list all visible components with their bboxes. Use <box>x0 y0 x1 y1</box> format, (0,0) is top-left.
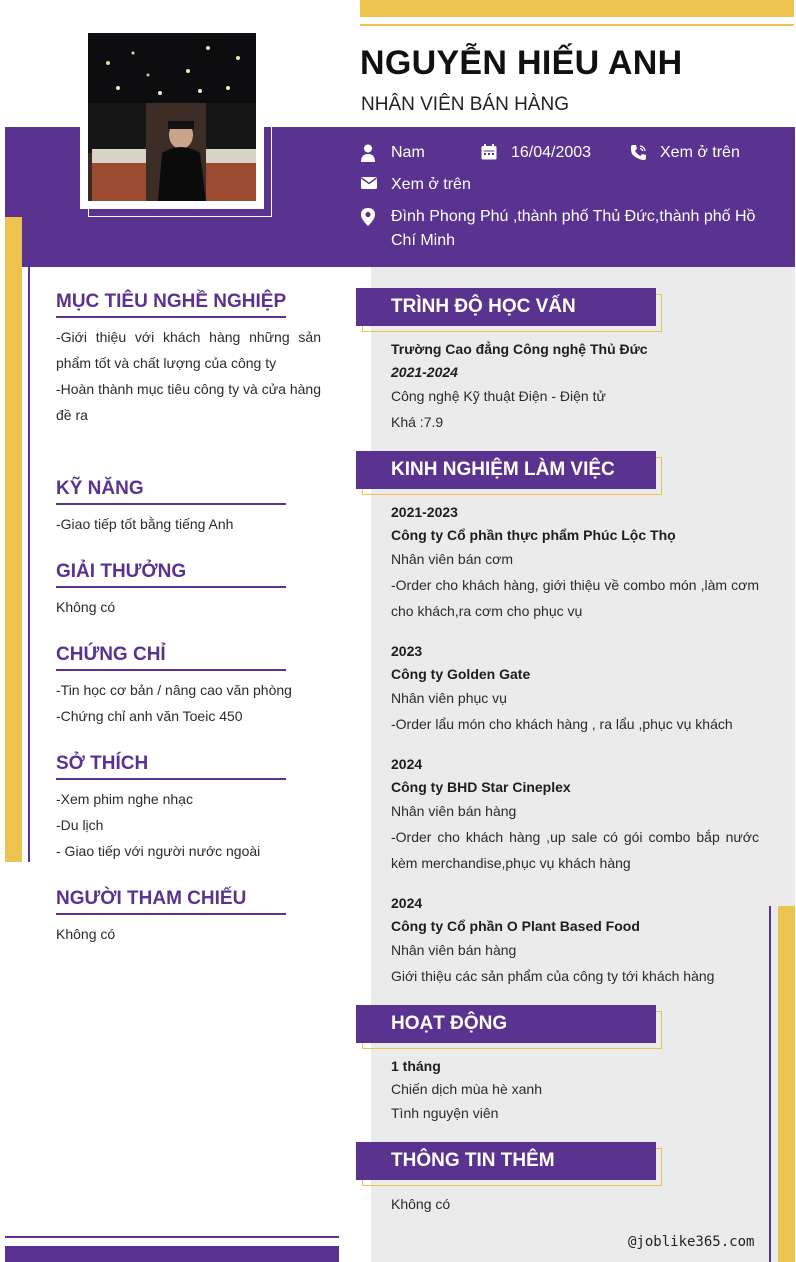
experience-company: Công ty Cổ phần O Plant Based Food <box>391 918 640 934</box>
certificate-line: -Chứng chỉ anh văn Toeic 450 <box>56 708 243 724</box>
left-accent-bar <box>5 217 22 862</box>
awards-title: GIẢI THƯỞNG <box>56 561 187 582</box>
contact-birthdate <box>481 141 591 165</box>
experience-position: Nhân viên bán hàng <box>391 803 517 819</box>
hobbies-underline <box>56 778 286 780</box>
education-school: Trường Cao đẳng Công nghệ Thủ Đức <box>391 341 648 357</box>
calendar-icon <box>481 144 499 162</box>
extra-info-text: Không có <box>391 1196 451 1212</box>
experience-position: Nhân viên bán cơm <box>391 551 514 567</box>
objective-body <box>56 324 321 428</box>
experience-company: Công ty Cổ phần thực phẩm Phúc Lộc Thọ <box>391 527 676 543</box>
right-accent-line <box>769 906 771 1262</box>
address-value: Đình Phong Phú ,thành phố Thủ Đức,thành phố Hồ Chí Minh <box>391 208 756 249</box>
top-accent-line <box>360 24 794 26</box>
experience-description: -Order cho khách hàng, giới thiệu về combo món ,làm cơm cho khách,ra cơm cho phục vụ <box>391 577 759 619</box>
experience-description: Giới thiệu các sản phẩm của công ty tới khách hàng <box>391 968 715 984</box>
awards-underline <box>56 586 286 588</box>
skills-body <box>56 511 321 537</box>
certificates-body <box>56 677 321 729</box>
references-body <box>56 921 321 947</box>
experience-title: KINH NGHIỆM LÀM VIỆC <box>391 459 615 480</box>
hobby-line: -Du lịch <box>56 817 104 833</box>
bottom-accent-line <box>5 1236 339 1238</box>
experience-company: Công ty Golden Gate <box>391 666 531 682</box>
objective-title: MỤC TIÊU NGHỀ NGHIỆP <box>56 291 287 312</box>
objective-underline <box>56 316 286 318</box>
references-line: Không có <box>56 926 116 942</box>
objective-line: -Hoàn thành mục tiêu công ty và cửa hàng đề ra <box>56 381 321 423</box>
envelope-icon <box>361 176 379 194</box>
certificates-title: CHỨNG CHỈ <box>56 644 166 665</box>
activity-role: Tình nguyện viên <box>391 1105 499 1121</box>
location-pin-icon <box>361 208 379 226</box>
awards-body <box>56 594 321 620</box>
user-icon <box>361 144 379 162</box>
skills-title: KỸ NĂNG <box>56 478 144 499</box>
education-major: Công nghệ Kỹ thuật Điện - Điện tử <box>391 388 606 404</box>
experience-period: 2024 <box>391 756 423 772</box>
certificates-underline <box>56 669 286 671</box>
top-accent-bar <box>360 0 794 17</box>
experience-description: -Order cho khách hàng ,up sale có gói combo bắp nước kèm merchandise,phục vụ khách hàng <box>391 829 759 871</box>
right-accent-bar <box>778 906 795 1262</box>
hobbies-title: SỞ THÍCH <box>56 753 149 774</box>
experience-position: Nhân viên bán hàng <box>391 942 517 958</box>
bottom-accent-bar <box>5 1246 339 1262</box>
experience-period: 2024 <box>391 895 423 911</box>
skills-underline <box>56 503 286 505</box>
profile-photo <box>88 33 256 201</box>
experience-period: 2021-2023 <box>391 504 458 520</box>
skills-line: -Giao tiếp tốt bằng tiếng Anh <box>56 516 234 532</box>
phone-value: Xem ở trên <box>660 144 740 161</box>
activity-name: Chiến dịch mùa hè xanh <box>391 1081 542 1097</box>
references-title: NGƯỜI THAM CHIẾU <box>56 888 247 909</box>
education-title: TRÌNH ĐỘ HỌC VẤN <box>391 296 576 317</box>
contact-email <box>361 173 471 197</box>
gender-value: Nam <box>391 144 425 161</box>
experience-header <box>356 451 662 495</box>
experience-period: 2023 <box>391 643 423 659</box>
certificate-line: -Tin học cơ bản / nâng cao văn phòng <box>56 682 292 698</box>
activities-header <box>356 1005 662 1049</box>
hobby-line: -Xem phim nghe nhạc <box>56 791 193 807</box>
references-underline <box>56 913 286 915</box>
education-grade: Khá :7.9 <box>391 414 444 430</box>
extra-info-title: THÔNG TIN THÊM <box>391 1150 555 1171</box>
contact-phone <box>630 141 740 165</box>
left-accent-line <box>28 217 30 862</box>
birthdate-value: 16/04/2003 <box>511 144 592 161</box>
extra-info-header <box>356 1142 662 1186</box>
contact-address <box>361 205 781 253</box>
job-title: NHÂN VIÊN BÁN HÀNG <box>361 94 569 115</box>
awards-line: Không có <box>56 599 116 615</box>
watermark: @joblike365.com <box>628 1234 755 1250</box>
objective-line: -Giới thiệu với khách hàng những sản phẩm tốt và chất lượng của công ty <box>56 329 321 371</box>
hobby-line: - Giao tiếp với người nước ngoài <box>56 843 261 859</box>
education-header <box>356 288 662 332</box>
contact-gender <box>361 141 425 165</box>
experience-position: Nhân viên phục vụ <box>391 690 507 706</box>
candidate-name: NGUYỄN HIẾU ANH <box>360 44 683 82</box>
activities-title: HOẠT ĐỘNG <box>391 1013 508 1034</box>
hobbies-body <box>56 786 321 864</box>
email-value: Xem ở trên <box>391 176 471 193</box>
experience-company: Công ty BHD Star Cineplex <box>391 779 571 795</box>
activity-period: 1 tháng <box>391 1058 441 1074</box>
education-period: 2021-2024 <box>391 364 458 380</box>
experience-description: -Order lẩu món cho khách hàng , ra lẩu ,phục vụ khách <box>391 716 733 732</box>
phone-icon <box>630 144 648 162</box>
